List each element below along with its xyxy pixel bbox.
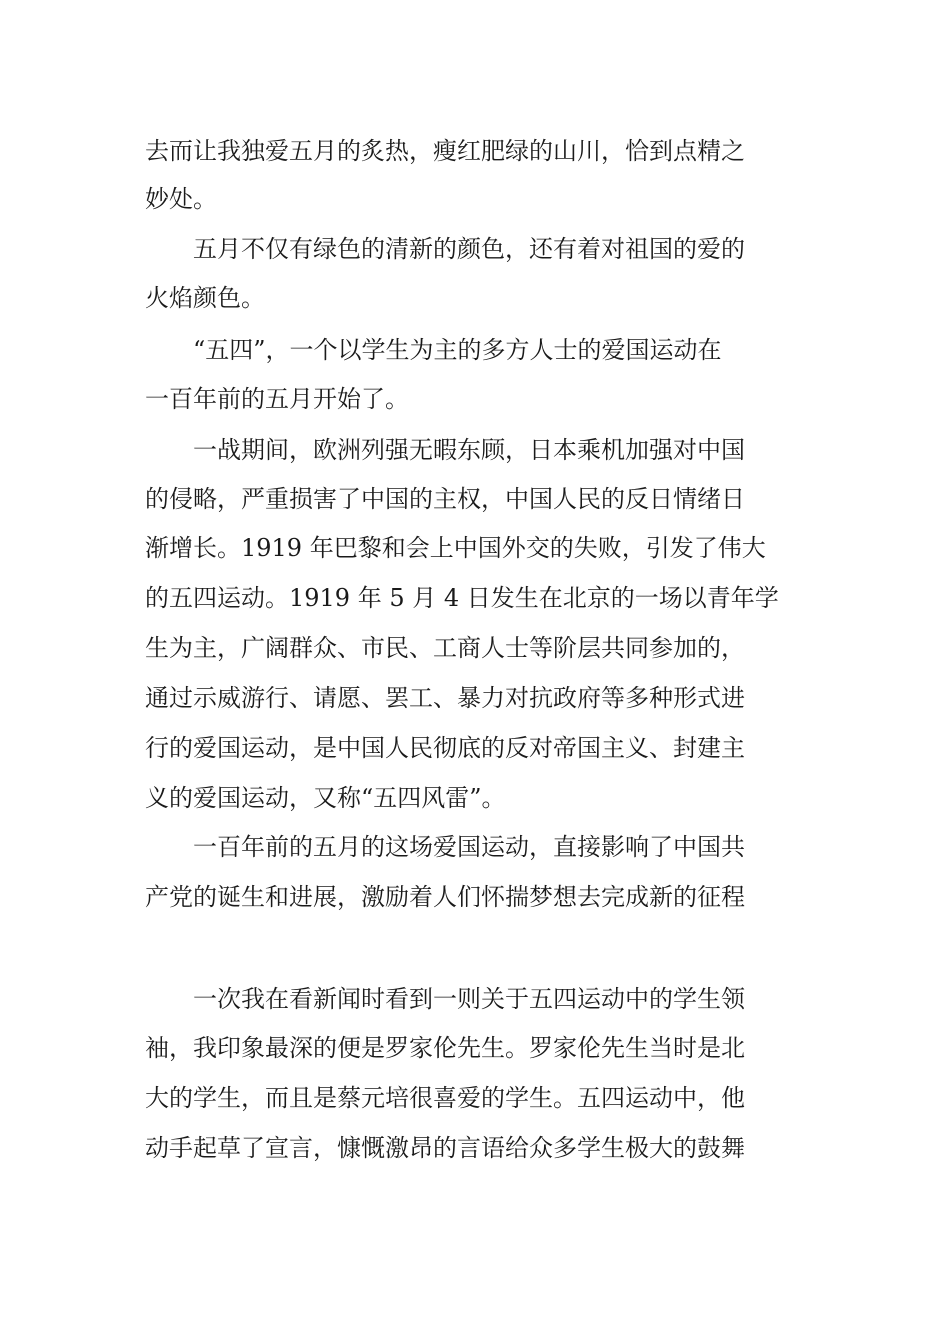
text-line: 渐增长。1919 年巴黎和会上中国外交的失败，引发了伟大	[145, 534, 766, 562]
text-line: 去而让我独爱五月的炙热，瘦红肥绿的山川，恰到点精之	[145, 137, 745, 165]
text-line: 的五四运动。1919 年 5 月 4 日发生在北京的一场以青年学	[145, 584, 779, 612]
text-line: 五月不仅有绿色的清新的颜色，还有着对祖国的爱的	[193, 235, 745, 263]
text-line: 袖，我印象最深的便是罗家伦先生。罗家伦先生当时是北	[145, 1034, 745, 1062]
text-line: 一百年前的五月开始了。	[145, 385, 409, 413]
text-line: 产党的诞生和进展，激励着人们怀揣梦想去完成新的征程	[145, 883, 745, 911]
text-line: 大的学生，而且是蔡元培很喜爱的学生。五四运动中，他	[145, 1084, 745, 1112]
text-line: “五四”，一个以学生为主的多方人士的爱国运动在	[193, 336, 722, 364]
text-line: 一次我在看新闻时看到一则关于五四运动中的学生领	[193, 985, 745, 1013]
text-line: 火焰颜色。	[145, 284, 265, 312]
text-line: 通过示威游行、请愿、罢工、暴力对抗政府等多种形式进	[145, 684, 745, 712]
text-line: 一百年前的五月的这场爱国运动，直接影响了中国共	[193, 833, 745, 861]
text-line: 的侵略，严重损害了中国的主权，中国人民的反日情绪日	[145, 485, 745, 513]
text-line: 生为主，广阔群众、市民、工商人士等阶层共同参加的，	[145, 634, 745, 662]
text-line: 一战期间，欧洲列强无暇东顾，日本乘机加强对中国	[193, 436, 745, 464]
text-line: 义的爱国运动，又称“五四风雷”。	[145, 784, 506, 812]
text-line: 妙处。	[145, 185, 217, 213]
text-line: 动手起草了宣言，慷慨激昂的言语给众多学生极大的鼓舞	[145, 1134, 745, 1162]
text-line: 行的爱国运动，是中国人民彻底的反对帝国主义、封建主	[145, 734, 745, 762]
